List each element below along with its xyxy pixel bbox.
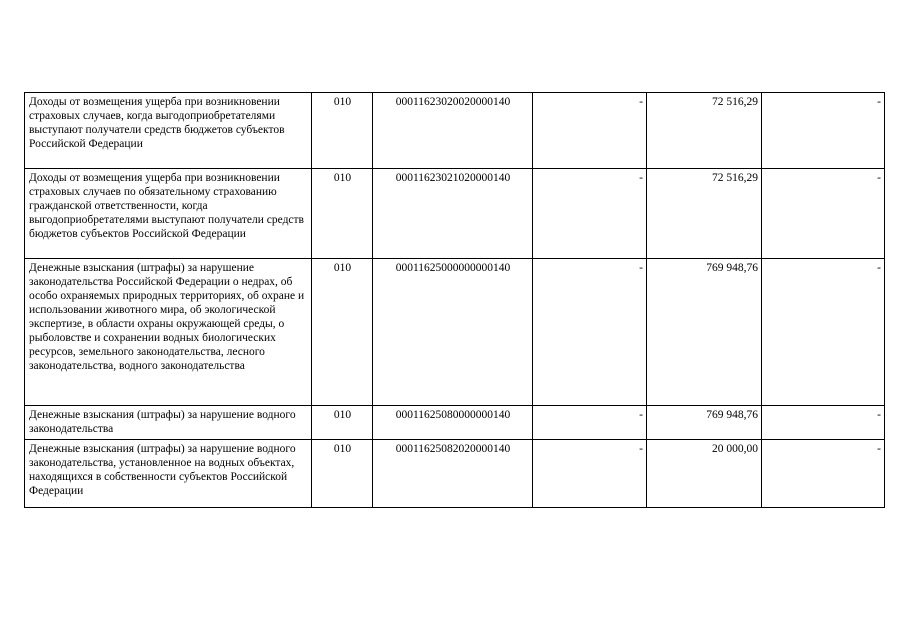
executed-amount-cell: 72 516,29 [647, 93, 762, 169]
line-code-cell: 010 [312, 406, 373, 440]
table-row [25, 440, 885, 508]
planned-amount-cell: - [533, 259, 647, 406]
unexecuted-amount-cell: - [762, 93, 885, 169]
row-description: Денежные взыскания (штрафы) за нарушение законодательства Российской Федерации о недрах, об особо охраняемых природных территориях, об охране и использовании животного мира, об экологической экспертизе, в области охраны окружающей среды, о рыболовстве и сохранении водных биологических ресурсов, земельного законодательства, лесного законодательства, водного законодательства [25, 259, 312, 406]
planned-amount-cell: - [533, 406, 647, 440]
line-code-cell: 010 [312, 169, 373, 259]
row-description: Денежные взыскания (штрафы) за нарушение водного законодательства [25, 406, 312, 440]
table-row [25, 259, 885, 406]
planned-amount-cell: - [533, 440, 647, 508]
line-code-cell: 010 [312, 440, 373, 508]
planned-amount-cell: - [533, 93, 647, 169]
executed-amount-cell: 20 000,00 [647, 440, 762, 508]
kbk-code-cell: 00011623020020000140 [373, 93, 533, 169]
kbk-code-cell: 00011625082020000140 [373, 440, 533, 508]
unexecuted-amount-cell: - [762, 440, 885, 508]
row-description: Доходы от возмещения ущерба при возникновении страховых случаев, когда выгодоприобретателями выступают получатели средств бюджетов субъектов Российской Федерации [25, 93, 312, 169]
revenue-table [24, 92, 885, 508]
executed-amount-cell: 72 516,29 [647, 169, 762, 259]
table-row [25, 406, 885, 440]
row-description: Денежные взыскания (штрафы) за нарушение водного законодательства, установленное на водных объектах, находящихся в собственности субъектов Российской Федерации [25, 440, 312, 508]
line-code-cell: 010 [312, 93, 373, 169]
executed-amount-cell: 769 948,76 [647, 406, 762, 440]
row-description: Доходы от возмещения ущерба при возникновении страховых случаев по обязательному страхованию гражданской ответственности, когда выгодоприобретателями выступают получатели средств бюджетов субъектов Российской Федерации [25, 169, 312, 259]
unexecuted-amount-cell: - [762, 169, 885, 259]
kbk-code-cell: 00011623021020000140 [373, 169, 533, 259]
table-row [25, 169, 885, 259]
table-row [25, 93, 885, 169]
unexecuted-amount-cell: - [762, 259, 885, 406]
unexecuted-amount-cell: - [762, 406, 885, 440]
line-code-cell: 010 [312, 259, 373, 406]
kbk-code-cell: 00011625000000000140 [373, 259, 533, 406]
kbk-code-cell: 00011625080000000140 [373, 406, 533, 440]
executed-amount-cell: 769 948,76 [647, 259, 762, 406]
planned-amount-cell: - [533, 169, 647, 259]
